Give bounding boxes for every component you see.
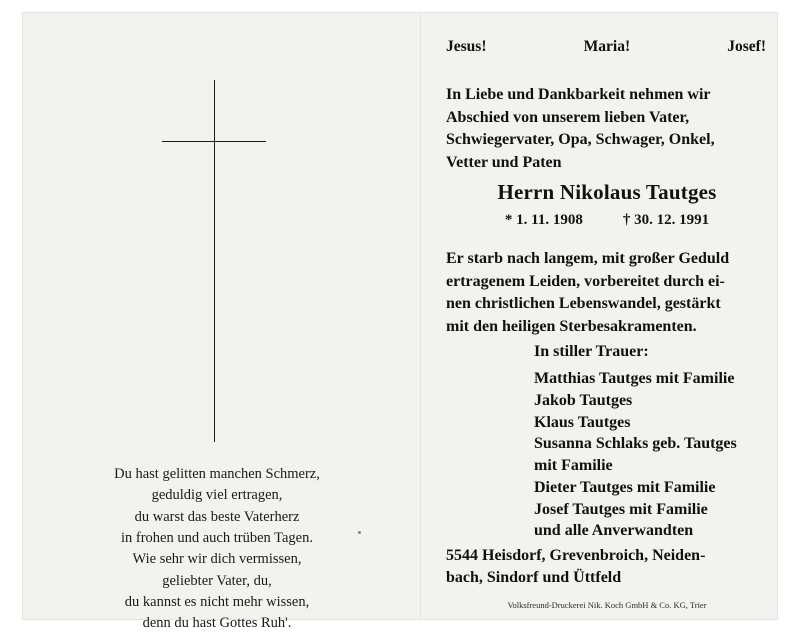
paper-speck [358,531,361,534]
mourners-list [534,368,774,542]
list-item: Matthias Tautges mit Familie [534,370,735,387]
card-surface [22,12,778,632]
places-block [446,545,772,590]
poem-line: Du hast gelitten manchen Schmerz, [114,466,320,482]
poem-line: in frohen und auch trüben Tagen. [121,529,313,546]
body-line: nen christlichen Lebenswandel, gestärkt [446,295,721,313]
intro-line: Schwiegervater, Opa, Schwager, Onkel, [446,131,715,149]
poem-line: Wie sehr wir dich vermissen, [132,551,302,568]
invocation-row [446,38,766,56]
poem-line: du warst das beste Vaterherz [134,508,300,525]
intro-line: Abschied von unserem lieben Vater, [446,108,690,126]
poem-line: geduldig viel ertragen, [151,487,283,504]
body-line: mit den heiligen Sterbesakramenten. [446,318,697,336]
right-panel [426,12,778,620]
list-item: Klaus Tautges [534,413,631,431]
list-item: Josef Tautges mit Familie [534,500,708,518]
death-date: † 30. 12. 1991 [622,212,710,228]
list-item: Susanna Schlaks geb. Tautges [534,435,737,453]
body-block [446,248,768,339]
list-item: mit Familie [534,457,613,474]
list-item: und alle Anverwandten [534,522,694,540]
places-line: 5544 Heisdorf, Grevenbroich, Neiden- [446,547,706,564]
invocation-maria: Maria! [583,38,631,55]
intro-block [446,84,768,175]
list-item: Jakob Tautges [534,391,633,409]
mourners-title: In stiller Trauer: [534,343,649,360]
poem-line: denn du hast Gottes Ruh'. [142,615,292,632]
birth-date: * 1. 11. 1908 [504,212,583,228]
deceased-name: Herrn Nikolaus Tautges [497,180,717,204]
poem-block [52,464,382,634]
poem-line: geliebter Vater, du, [162,572,272,589]
list-item: Dieter Tautges mit Familie [534,478,716,496]
life-dates [446,212,768,229]
fold-divider [420,12,421,620]
invocation-jesus: Jesus! [446,38,487,55]
body-line: Er starb nach langem, mit großer Geduld [446,250,730,267]
invocation-josef: Josef! [727,38,766,55]
body-line: ertragenem Leiden, vorbereitet durch ei- [446,272,725,290]
printer-imprint: Volksfreund-Druckerei Nik. Koch GmbH & Co. KG, Trier [507,600,707,610]
places-line: bach, Sindorf und Üttfeld [446,569,622,587]
poem-line: du kannst es nicht mehr wissen, [124,593,310,610]
intro-line: Vetter und Paten [446,154,562,172]
intro-line: In Liebe und Dankbarkeit nehmen wir [446,86,711,103]
